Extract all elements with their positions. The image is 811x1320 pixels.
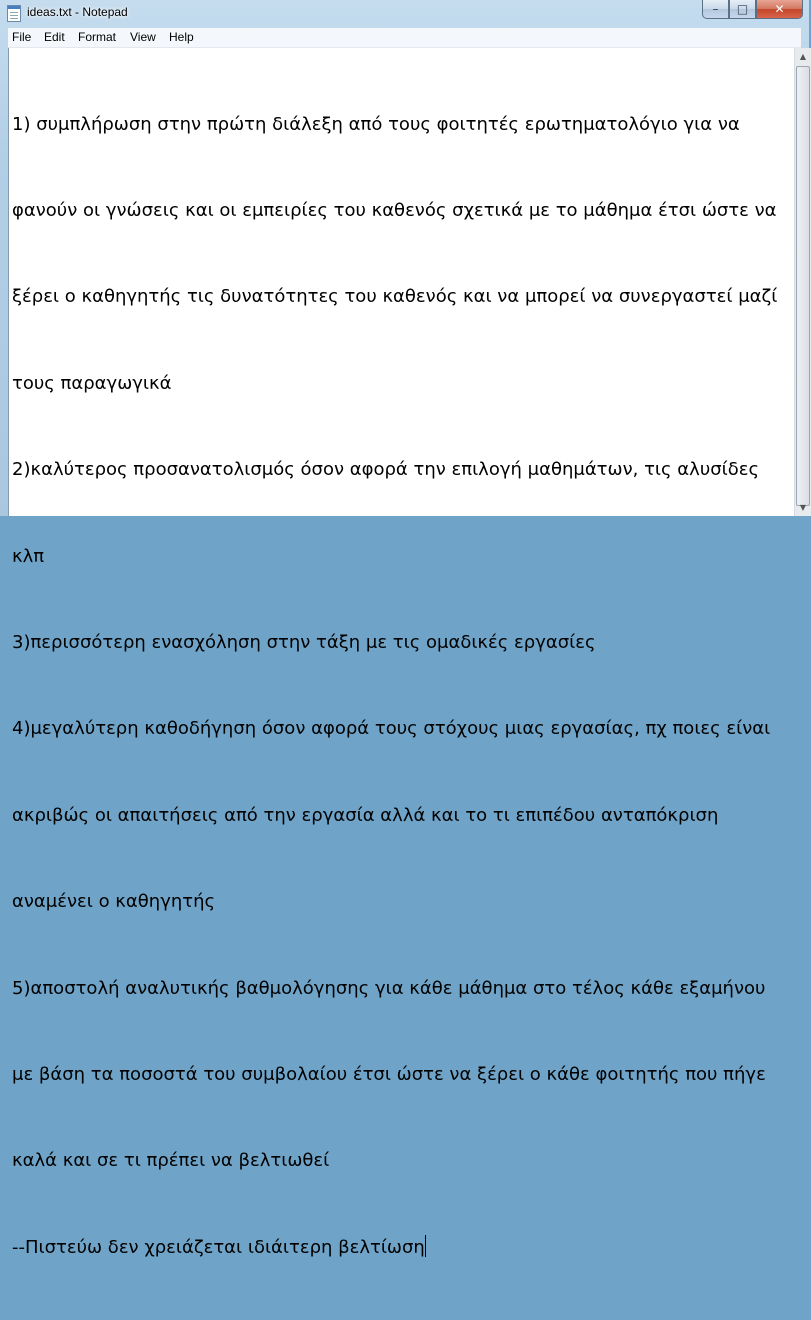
minimize-button[interactable]: – bbox=[702, 0, 729, 19]
text-caret bbox=[425, 1235, 426, 1257]
window-title: ideas.txt - Notepad bbox=[27, 5, 128, 19]
text-line: --Πιστεύω δεν χρειάζεται ιδιάιτερη βελτίωση bbox=[12, 1236, 425, 1258]
caption-buttons bbox=[702, 0, 803, 20]
scroll-up-arrow-icon[interactable]: ▲ bbox=[799, 52, 807, 61]
menu-file[interactable]: File bbox=[12, 30, 32, 44]
text-line-last bbox=[12, 1234, 782, 1263]
scroll-thumb[interactable] bbox=[796, 66, 810, 506]
text-line: αναμένει ο καθηγητής bbox=[12, 891, 216, 913]
text-editor[interactable] bbox=[8, 48, 794, 1258]
menu-bar bbox=[8, 28, 801, 48]
text-line: 1) συμπλήρωση στην πρώτη διάλεξη από τους φοιτητές ερωτηματολόγιο για να bbox=[12, 113, 740, 135]
notepad-app-icon[interactable] bbox=[7, 5, 21, 22]
title-bar[interactable] bbox=[0, 0, 809, 28]
text-line: 3)περισσότερη ενασχόληση στην τάξη με τις ομαδικές εργασίες bbox=[12, 631, 596, 653]
vertical-scrollbar[interactable] bbox=[794, 48, 811, 516]
text-line: καλά και σε τι πρέπει να βελτιωθεί bbox=[12, 1150, 330, 1172]
menu-format[interactable]: Format bbox=[78, 30, 117, 44]
menu-help[interactable]: Help bbox=[169, 30, 194, 44]
text-line: κλπ bbox=[12, 545, 45, 567]
menu-edit[interactable]: Edit bbox=[44, 30, 65, 44]
text-line: 5)αποστολή αναλυτικής βαθμολόγησης για κάθε μάθημα στο τέλος κάθε εξαμήνου bbox=[12, 977, 766, 999]
text-line: 2)καλύτερος προσανατολισμός όσον αφορά την επιλογή μαθημάτων, τις αλυσίδες bbox=[12, 459, 760, 481]
scroll-down-arrow-icon[interactable]: ▼ bbox=[799, 503, 807, 512]
text-line: 4)μεγαλύτερη καθοδήγηση όσον αφορά τους στόχους μιας εργασίας, πχ ποιες είναι bbox=[12, 718, 771, 740]
menu-view[interactable]: View bbox=[130, 30, 156, 44]
text-line: ξέρει ο καθηγητής τις δυνατότητες του καθενός και να μπορεί να συνεργαστεί μαζί bbox=[12, 286, 778, 308]
text-line: φανούν οι γνώσεις και οι εμπειρίες του καθενός σχετικά με το μάθημα έτσι ώστε να bbox=[12, 199, 777, 221]
text-line: με βάση τα ποσοστά του συμβολαίου έτσι ώστε να ξέρει ο κάθε φοιτητής που πήγε bbox=[12, 1063, 766, 1085]
text-line: τους παραγωγικά bbox=[12, 372, 172, 394]
text-line: ακριβώς οι απαιτήσεις από την εργασία αλλά και το τι επιπέδου ανταπόκριση bbox=[12, 804, 719, 826]
document-text[interactable] bbox=[12, 53, 782, 1320]
close-button[interactable]: ✕ bbox=[756, 0, 803, 19]
maximize-button[interactable]: □ bbox=[729, 0, 756, 19]
